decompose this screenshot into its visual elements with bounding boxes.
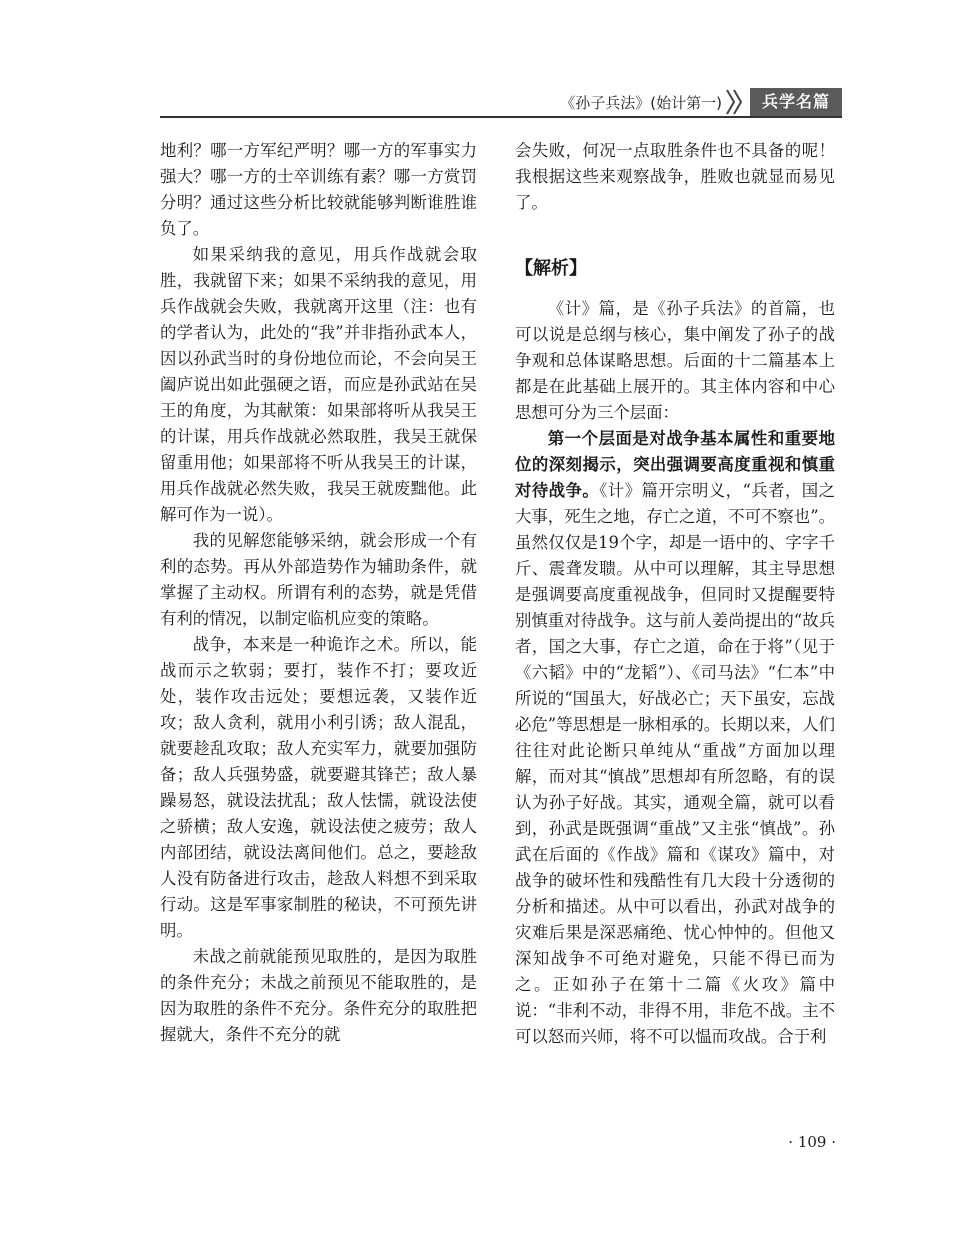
header-rule — [160, 116, 842, 118]
right-paragraph-3 — [515, 426, 835, 1050]
left-paragraph-1: 地利？哪一方军纪严明？哪一方的军事实力强大？哪一方的士卒训练有素？哪一方赏罚分明？通过这些分析比较就能够判断谁胜谁负了。 — [160, 141, 477, 238]
left-paragraph-5: 未战之前就能预见取胜的，是因为取胜的条件充分；未战之前预见不能取胜的，是因为取胜的条件不充分。条件充分的取胜把握就大，条件不充分的就 — [160, 947, 477, 1044]
running-header — [160, 88, 842, 118]
header-section-tab: 兵学名篇 — [750, 88, 842, 116]
right-column — [515, 138, 835, 1050]
analysis-heading: 【解析】 — [515, 258, 587, 279]
right-paragraph-1: 会失败，何况一点取胜条件也不具备的呢！我根据这些来观察战争，胜败也就显而易见了。 — [515, 141, 835, 212]
emphasis-text: 第一个层面是对战争基本属性和重要地位的深刻揭示，突出强调要高度重视和慎重对待战争。 — [515, 429, 835, 500]
right-paragraph-2: 《计》篇，是《孙子兵法》的首篇，也可以说是总纲与核心，集中阐发了孙子的战争观和总体谋略思想。后面的十二篇基本上都是在此基础上展开的。其主体内容和中心思想可分为三个层面： — [515, 299, 835, 422]
header-subtitle: 《孙子兵法》(始计第一) — [560, 94, 722, 112]
left-paragraph-2: 如果采纳我的意见，用兵作战就会取胜，我就留下来；如果不采纳我的意见，用兵作战就会失败，我就离开这里（注：也有的学者认为，此处的“我”并非指孙武本人，因以孙武当时的身份地位而论，不会向吴王阖庐说出如此强硬之语，而应是孙武站在吴王的角度，为其献策：如果部将听从我吴王的计谋，用兵作战就必然取胜，我吴王就保留重用他；如果部将不听从我吴王的计谋，用兵作战就必然失败，我吴王就废黜他。此解可作为一说）。 — [160, 245, 477, 524]
paragraph-3-body: 《计》篇开宗明义，“兵者，国之大事，死生之地，存亡之道，不可不察也”。虽然仅仅是19个字，却是一语中的、字字千斤、震聋发聩。从中可以理解，其主导思想是强调要高度重视战争，但同时又提醒要特别慎重对待战争。这与前人姜尚提出的“故兵者，国之大事，存亡之道，命在于将”（见于《六韬》中的“龙韬”）、《司马法》“仁本”中所说的“国虽大，好战必亡；天下虽安，忘战必危”等思想是一脉相承的。长期以来，人们往往对此论断只单纯从“重战”方面加以理解，而对其“慎战”思想却有所忽略，有的误认为孙子好战。其实，通观全篇，就可以看到，孙武是既强调“重战”又主张“慎战”。孙武在后面的《作战》篇和《谋攻》篇中，对战争的破坏性和残酷性有几大段十分透彻的分析和描述。从中可以看出，孙武对战争的灾难后果是深恶痛绝、忧心忡忡的。但他又深知战争不可绝对避免，只能不得已而为之。正如孙子在第十二篇《火攻》篇中说：“非利不动，非得不用，非危不战。主不可以怒而兴师，将不可以愠而攻战。合于利 — [515, 481, 836, 1046]
double-chevron-icon — [724, 88, 746, 116]
left-paragraph-4: 战争，本来是一种诡诈之术。所以，能战而示之软弱；要打，装作不打；要攻近处，装作攻击远处；要想远袭，又装作近攻；敌人贪利，就用小利引诱；敌人混乱，就要趁乱攻取；敌人充实军力，就要加强防备；敌人兵强势盛，就要避其锋芒；敌人暴躁易怒，就设法扰乱；敌人怯懦，就设法使之骄横；敌人安逸，就设法使之疲劳；敌人内部团结，就设法离间他们。总之，要趁敌人没有防备进行攻击，趁敌人料想不到采取行动。这是军事家制胜的秘诀，不可预先讲明。 — [160, 635, 477, 940]
page-number: · 109 · — [788, 1133, 836, 1151]
left-paragraph-3: 我的见解您能够采纳，就会形成一个有利的态势。再从外部造势作为辅助条件，就掌握了主动权。所谓有利的态势，就是凭借有利的情况，以制定临机应变的策略。 — [160, 531, 477, 628]
left-column — [160, 138, 477, 1048]
